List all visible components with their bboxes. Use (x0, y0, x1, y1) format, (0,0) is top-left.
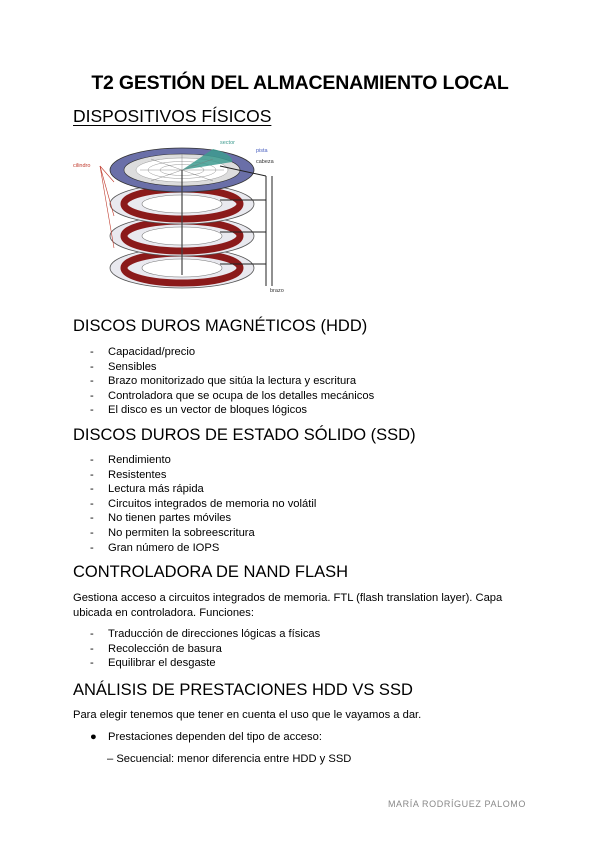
document-title: T2 GESTIÓN DEL ALMACENAMIENTO LOCAL (91, 72, 509, 94)
footer-author: MARÍA RODRÍGUEZ PALOMO (387, 799, 526, 809)
section-heading-ssd: DISCOS DUROS DE ESTADO SÓLIDO (SSD) (73, 426, 416, 444)
section-heading-nand: CONTROLADORA DE NAND FLASH (73, 563, 349, 581)
list-item: - Controladora que se ocupa de los detalles mecánicos (90, 389, 374, 404)
list-item: - No tienen partes móviles (90, 511, 316, 526)
label-pista: pista (256, 148, 268, 154)
label-cilindro: cilindro (73, 163, 91, 169)
paragraph-line: Gestiona acceso a circuitos integrados de memoria. FTL (flash translation layer). Capa (73, 592, 503, 604)
list-item: - Recolección de basura (90, 642, 320, 657)
list-item: - Resistentes (90, 468, 316, 483)
section-heading-analysis: ANÁLISIS DE PRESTACIONES HDD VS SSD (73, 681, 413, 699)
label-cabeza: cabeza (256, 159, 274, 165)
analysis-paragraph: Para elegir tenemos que tener en cuenta el uso que le vayamos a dar. (73, 709, 422, 721)
ssd-list (90, 453, 316, 555)
section-heading-hdd: DISCOS DUROS MAGNÉTICOS (HDD) (73, 317, 368, 335)
list-item: - Circuitos integrados de memoria no volátil (90, 497, 316, 512)
list-item: - Gran número de IOPS (90, 541, 316, 556)
list-item: - Brazo monitorizado que sitúa la lectura y escritura (90, 374, 374, 389)
list-item: - Sensibles (90, 360, 374, 375)
bullet-dot-icon: ● (90, 731, 97, 743)
section-heading-physical-devices: DISPOSITIVOS FÍSICOS (73, 106, 272, 126)
list-item: - Rendimiento (90, 453, 316, 468)
list-item: - No permiten la sobreescritura (90, 526, 316, 541)
hard-disk-diagram (70, 130, 300, 298)
list-item: - Equilibrar el desgaste (90, 656, 320, 671)
bullet-text: Prestaciones dependen del tipo de acceso: (108, 731, 322, 743)
nand-paragraph (73, 591, 523, 621)
analysis-bullet (90, 731, 322, 743)
paragraph-line: ubicada en controladora. Funciones: (73, 607, 254, 619)
list-item: - Traducción de direcciones lógicas a físicas (90, 627, 320, 642)
nand-list (90, 627, 320, 671)
list-item: - El disco es un vector de bloques lógicos (90, 403, 374, 418)
hdd-list (90, 345, 374, 418)
analysis-sub-item: – Secuencial: menor diferencia entre HDD y SSD (107, 753, 352, 765)
label-brazo: brazo (270, 288, 284, 294)
list-item: - Lectura más rápida (90, 482, 316, 497)
list-item: - Capacidad/precio (90, 345, 374, 360)
label-sector: sector (220, 140, 235, 146)
